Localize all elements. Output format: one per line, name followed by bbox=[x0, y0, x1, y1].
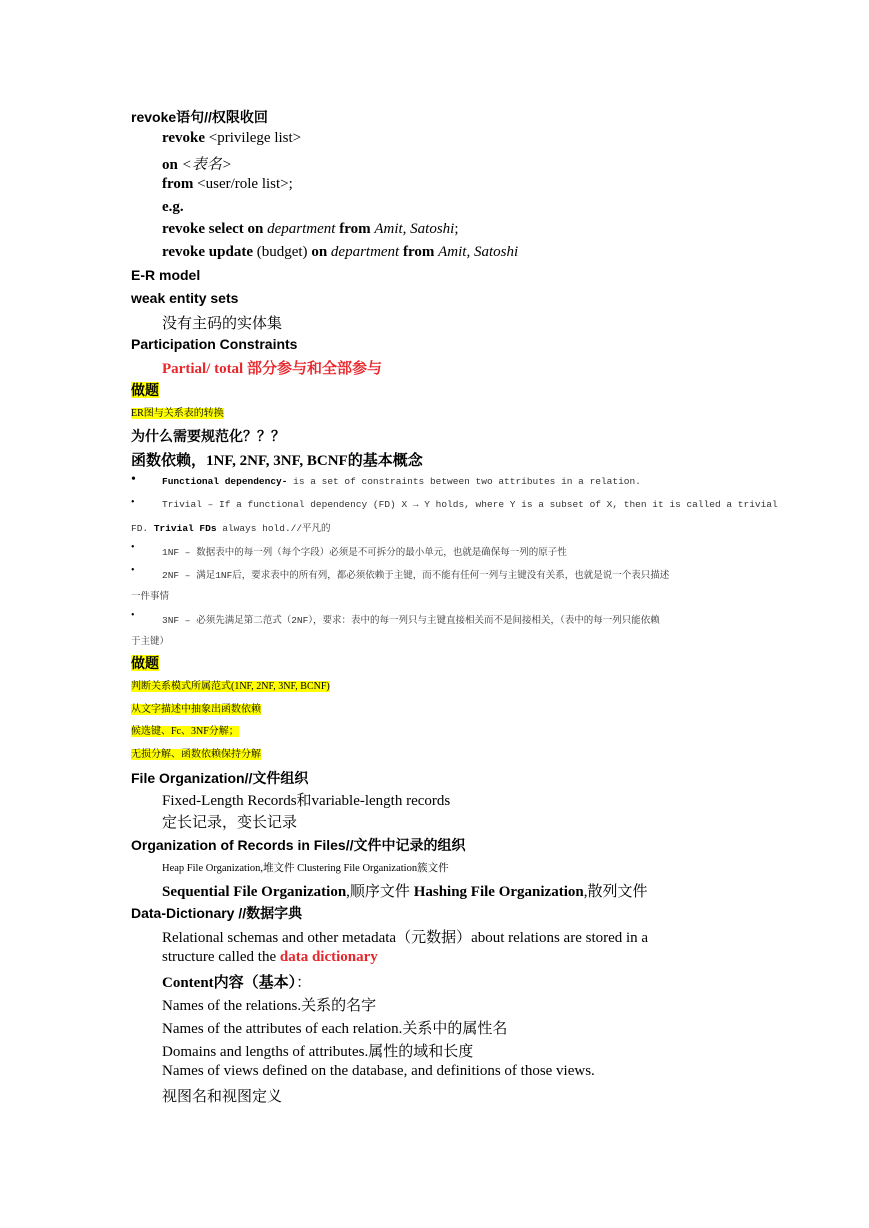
text: is a set of constraints between two attributes in a relation. bbox=[287, 476, 641, 487]
text: always hold.//平凡的 bbox=[216, 523, 331, 534]
revoke-syntax-line-1 bbox=[162, 130, 301, 147]
dict-line-7: Names of views defined on the database, and definitions of those views. bbox=[162, 1063, 595, 1079]
term: Functional dependency- bbox=[162, 476, 288, 487]
revoke-example-1: revoke select on department from Amit, Satoshi; bbox=[162, 221, 459, 237]
keyword: revoke select on bbox=[162, 221, 264, 237]
user-list: Amit, Satoshi bbox=[438, 244, 519, 260]
trivial-fd-line-2 bbox=[131, 520, 331, 534]
bullet: • bbox=[131, 497, 135, 508]
weak-entity-desc: 没有主码的实体集 bbox=[162, 316, 283, 332]
text: <user/role list>; bbox=[193, 176, 293, 192]
revoke-syntax-line-2 bbox=[162, 153, 232, 174]
weak-entity-heading: weak entity sets bbox=[131, 290, 239, 306]
exercise-item bbox=[131, 404, 224, 419]
file-org-line-1: Fixed-Length Records和variable-length records bbox=[162, 793, 451, 809]
data-dictionary-heading: Data-Dictionary //数据字典 bbox=[131, 905, 303, 921]
highlight: ER图与关系表的转换 bbox=[131, 408, 224, 419]
bullet: • bbox=[131, 472, 136, 487]
fd-definition bbox=[162, 476, 641, 487]
bullet: • bbox=[131, 610, 135, 621]
dict-content-label bbox=[162, 971, 311, 992]
keyword: revoke bbox=[162, 130, 206, 146]
term: data dictionary bbox=[279, 949, 378, 965]
text: FD. bbox=[131, 523, 154, 534]
text: <privilege list> bbox=[205, 130, 302, 146]
revoke-heading: revoke语句//权限收回 bbox=[131, 109, 268, 125]
dict-line-1: Relational schemas and other metadata（元数据）about relations are stored in a bbox=[162, 930, 649, 946]
file-org-heading: File Organization//文件组织 bbox=[131, 770, 309, 786]
file-org-line-2: 定长记录，变长记录 bbox=[162, 815, 298, 831]
why-normalize-heading: 为什么需要规范化？？？ bbox=[131, 428, 285, 444]
text: (budget) bbox=[252, 244, 312, 260]
exercise-heading-2 bbox=[131, 653, 159, 673]
participation-heading: Participation Constraints bbox=[131, 336, 298, 352]
er-model-heading: E-R model bbox=[131, 267, 201, 283]
text: <表名> bbox=[177, 157, 232, 173]
term: Trivial FDs bbox=[153, 523, 217, 534]
revoke-example-2 bbox=[162, 244, 518, 261]
exercise-item bbox=[131, 700, 261, 715]
exercise-item bbox=[131, 722, 239, 737]
3nf-definition-line-2: 于主键） bbox=[131, 636, 170, 647]
dict-line-5: Names of the attributes of each relation.关系中的属性名 bbox=[162, 1021, 508, 1037]
revoke-syntax-line-3 bbox=[162, 176, 293, 193]
highlight: 无损分解、函数依赖保持分解 bbox=[131, 749, 261, 760]
text: structure called the bbox=[162, 949, 280, 965]
2nf-definition-line-2: 一件事情 bbox=[131, 591, 170, 602]
dict-line-8: 视图名和视图定义 bbox=[162, 1089, 283, 1105]
term: Sequential File Organization bbox=[162, 884, 347, 900]
term: Content内容（基本） bbox=[162, 975, 297, 991]
dict-line-4: Names of the relations.关系的名字 bbox=[162, 998, 377, 1014]
3nf-definition-line-1: 3NF – 必须先满足第二范式（2NF），要求：表中的每一列只与主键直接相关而不是间接相关，（表中的每一列只能依赖 bbox=[162, 615, 660, 626]
dict-line-2 bbox=[162, 949, 378, 966]
fd-heading: 函数依赖，1NF, 2NF, 3NF, BCNF的基本概念 bbox=[131, 453, 423, 469]
exercise-item bbox=[131, 677, 330, 692]
record-org-line-1: Heap File Organization,堆文件 Clustering File Organization簇文件 bbox=[162, 863, 449, 874]
highlight: 候选键、Fc、3NF分解； bbox=[131, 726, 239, 737]
trivial-fd-line-1: Trivial – If a functional dependency (FD) X → Y holds, where Y is a subset of X, then it is called a trivial bbox=[162, 499, 778, 510]
term: Hashing File Organization bbox=[413, 884, 584, 900]
keyword: on bbox=[162, 157, 178, 173]
keyword: from bbox=[402, 244, 435, 260]
text: ,散列文件 bbox=[583, 884, 648, 900]
2nf-definition-line-1: 2NF – 满足1NF后，要求表中的所有列，都必须依赖于主键，而不能有任何一列与主键没有关系，也就是说一个表只描述 bbox=[162, 570, 670, 581]
1nf-definition: 1NF – 数据表中的每一列（每个字段）必须是不可拆分的最小单元，也就是确保每一列的原子性 bbox=[162, 547, 567, 558]
record-org-heading: Organization of Records in Files//文件中记录的组织 bbox=[131, 837, 466, 853]
record-org-line-2 bbox=[162, 880, 647, 901]
highlight: 从文字描述中抽象出函数依赖 bbox=[131, 704, 261, 715]
bullet: • bbox=[131, 565, 135, 576]
highlight: 做题 bbox=[131, 655, 159, 671]
keyword: on bbox=[311, 244, 328, 260]
relation-name: department bbox=[330, 244, 400, 260]
participation-desc: Partial/ total 部分参与和全部参与 bbox=[162, 361, 382, 377]
text: ,顺序文件 bbox=[346, 884, 414, 900]
keyword: revoke update bbox=[162, 244, 253, 260]
highlight: 做题 bbox=[131, 382, 159, 398]
exercise-heading-1 bbox=[131, 380, 159, 400]
example-label: e.g. bbox=[162, 199, 184, 215]
exercise-item bbox=[131, 745, 261, 760]
relation-name: department bbox=[267, 221, 336, 237]
user-list: Amit, Satoshi bbox=[374, 221, 455, 237]
bullet: • bbox=[131, 542, 135, 553]
highlight: 判断关系模式所属范式(1NF, 2NF, 3NF, BCNF) bbox=[131, 681, 330, 692]
keyword: from bbox=[339, 221, 371, 237]
keyword: from bbox=[162, 176, 194, 192]
dict-line-6: Domains and lengths of attributes.属性的域和长度 bbox=[162, 1044, 474, 1060]
text: ： bbox=[296, 975, 312, 991]
